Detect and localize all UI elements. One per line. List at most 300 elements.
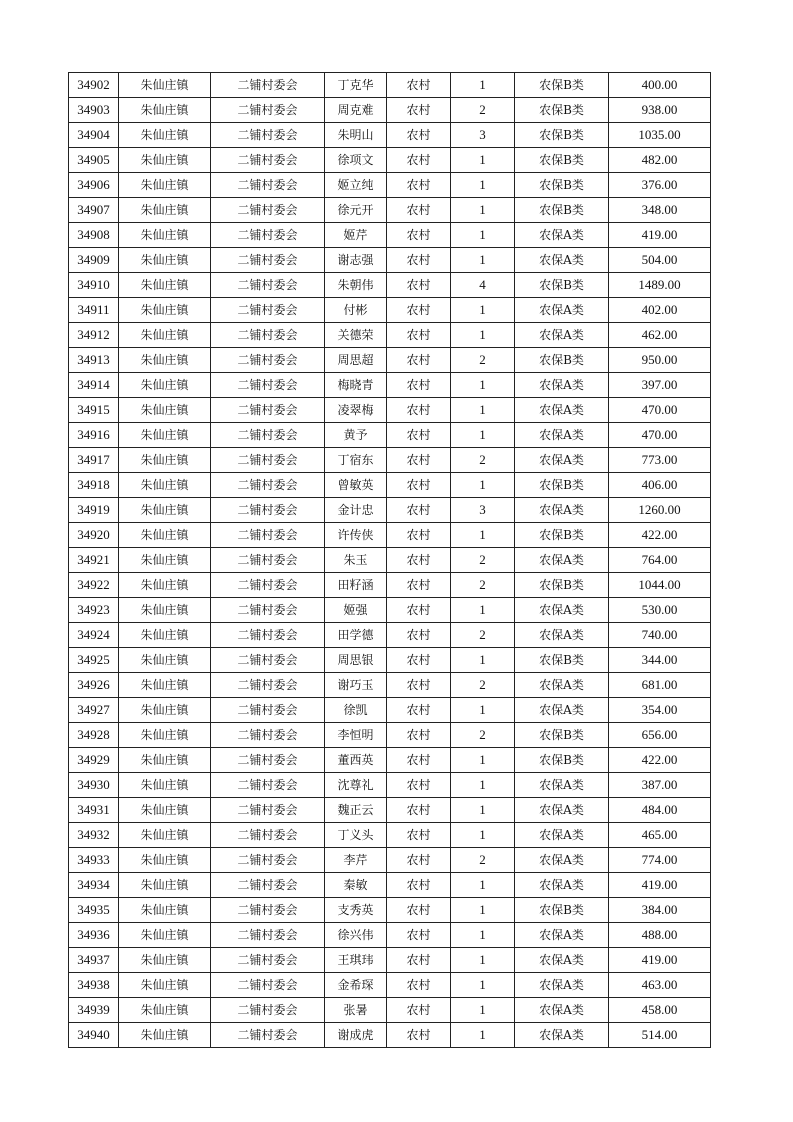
cell-record-id: 34911 [69,298,119,323]
cell-amount: 419.00 [609,948,711,973]
cell-village: 二铺村委会 [211,298,325,323]
table-row [69,898,711,923]
cell-record-id: 34932 [69,823,119,848]
document-sheet [68,72,710,1048]
cell-insurance-type: 农保A类 [515,948,609,973]
table-row [69,448,711,473]
cell-record-id: 34913 [69,348,119,373]
cell-insurance-type: 农保A类 [515,673,609,698]
cell-insurance-type: 农保A类 [515,423,609,448]
cell-area-type: 农村 [387,848,451,873]
table-row [69,698,711,723]
cell-village: 二铺村委会 [211,248,325,273]
table-row [69,648,711,673]
cell-village: 二铺村委会 [211,723,325,748]
cell-household-count: 1 [451,298,515,323]
cell-amount: 470.00 [609,398,711,423]
cell-village: 二铺村委会 [211,773,325,798]
cell-household-count: 3 [451,123,515,148]
cell-town: 朱仙庄镇 [119,248,211,273]
cell-town: 朱仙庄镇 [119,748,211,773]
cell-area-type: 农村 [387,448,451,473]
cell-record-id: 34907 [69,198,119,223]
cell-record-id: 34933 [69,848,119,873]
cell-record-id: 34914 [69,373,119,398]
cell-household-count: 2 [451,673,515,698]
cell-insurance-type: 农保A类 [515,823,609,848]
table-row [69,423,711,448]
cell-amount: 514.00 [609,1023,711,1048]
table-row [69,923,711,948]
cell-name: 沈尊礼 [325,773,387,798]
cell-area-type: 农村 [387,173,451,198]
cell-record-id: 34922 [69,573,119,598]
cell-name: 丁宿东 [325,448,387,473]
cell-name: 姬强 [325,598,387,623]
cell-town: 朱仙庄镇 [119,273,211,298]
cell-village: 二铺村委会 [211,873,325,898]
cell-household-count: 1 [451,373,515,398]
cell-household-count: 2 [451,548,515,573]
cell-town: 朱仙庄镇 [119,848,211,873]
table-row [69,773,711,798]
cell-record-id: 34908 [69,223,119,248]
cell-insurance-type: 农保B类 [515,123,609,148]
cell-name: 丁克华 [325,73,387,98]
cell-name: 朱朝伟 [325,273,387,298]
cell-village: 二铺村委会 [211,973,325,998]
cell-record-id: 34912 [69,323,119,348]
cell-area-type: 农村 [387,723,451,748]
table-row [69,173,711,198]
cell-area-type: 农村 [387,148,451,173]
cell-town: 朱仙庄镇 [119,548,211,573]
cell-village: 二铺村委会 [211,998,325,1023]
cell-village: 二铺村委会 [211,73,325,98]
table-body [69,73,711,1048]
table-row [69,998,711,1023]
cell-village: 二铺村委会 [211,623,325,648]
table-row [69,548,711,573]
cell-record-id: 34909 [69,248,119,273]
cell-household-count: 1 [451,648,515,673]
cell-household-count: 1 [451,173,515,198]
cell-insurance-type: 农保B类 [515,523,609,548]
cell-town: 朱仙庄镇 [119,723,211,748]
table-row [69,523,711,548]
table-row [69,348,711,373]
cell-name: 田籽涵 [325,573,387,598]
table-row [69,723,711,748]
cell-village: 二铺村委会 [211,673,325,698]
cell-amount: 406.00 [609,473,711,498]
cell-name: 秦敏 [325,873,387,898]
cell-town: 朱仙庄镇 [119,223,211,248]
cell-amount: 465.00 [609,823,711,848]
table-row [69,498,711,523]
cell-town: 朱仙庄镇 [119,473,211,498]
cell-amount: 384.00 [609,898,711,923]
cell-area-type: 农村 [387,948,451,973]
cell-area-type: 农村 [387,873,451,898]
cell-name: 黄予 [325,423,387,448]
cell-record-id: 34921 [69,548,119,573]
cell-amount: 482.00 [609,148,711,173]
cell-name: 谢巧玉 [325,673,387,698]
cell-household-count: 1 [451,773,515,798]
cell-record-id: 34925 [69,648,119,673]
cell-amount: 1035.00 [609,123,711,148]
cell-village: 二铺村委会 [211,898,325,923]
cell-amount: 402.00 [609,298,711,323]
cell-area-type: 农村 [387,423,451,448]
cell-name: 付彬 [325,298,387,323]
cell-town: 朱仙庄镇 [119,123,211,148]
cell-town: 朱仙庄镇 [119,623,211,648]
table-row [69,1023,711,1048]
cell-insurance-type: 农保A类 [515,548,609,573]
cell-area-type: 农村 [387,923,451,948]
cell-amount: 504.00 [609,248,711,273]
cell-insurance-type: 农保B类 [515,348,609,373]
cell-insurance-type: 农保B类 [515,573,609,598]
cell-area-type: 农村 [387,998,451,1023]
cell-record-id: 34936 [69,923,119,948]
cell-area-type: 农村 [387,548,451,573]
cell-name: 周思超 [325,348,387,373]
cell-village: 二铺村委会 [211,123,325,148]
cell-amount: 354.00 [609,698,711,723]
cell-amount: 458.00 [609,998,711,1023]
cell-amount: 1260.00 [609,498,711,523]
cell-town: 朱仙庄镇 [119,523,211,548]
cell-name: 关德荣 [325,323,387,348]
cell-name: 姬立纯 [325,173,387,198]
cell-record-id: 34935 [69,898,119,923]
table-row [69,948,711,973]
cell-village: 二铺村委会 [211,98,325,123]
cell-record-id: 34937 [69,948,119,973]
cell-area-type: 农村 [387,773,451,798]
cell-area-type: 农村 [387,98,451,123]
table-row [69,973,711,998]
cell-town: 朱仙庄镇 [119,873,211,898]
table-row [69,198,711,223]
cell-household-count: 1 [451,748,515,773]
cell-household-count: 2 [451,348,515,373]
cell-village: 二铺村委会 [211,523,325,548]
cell-amount: 488.00 [609,923,711,948]
cell-household-count: 1 [451,223,515,248]
table-row [69,73,711,98]
cell-village: 二铺村委会 [211,698,325,723]
cell-town: 朱仙庄镇 [119,673,211,698]
cell-household-count: 2 [451,573,515,598]
cell-amount: 773.00 [609,448,711,473]
cell-household-count: 1 [451,948,515,973]
cell-insurance-type: 农保A类 [515,623,609,648]
cell-area-type: 农村 [387,1023,451,1048]
cell-town: 朱仙庄镇 [119,798,211,823]
table-row [69,298,711,323]
cell-name: 张暑 [325,998,387,1023]
cell-record-id: 34917 [69,448,119,473]
cell-town: 朱仙庄镇 [119,973,211,998]
cell-area-type: 农村 [387,598,451,623]
table-row [69,598,711,623]
cell-household-count: 1 [451,198,515,223]
cell-area-type: 农村 [387,573,451,598]
cell-record-id: 34916 [69,423,119,448]
cell-area-type: 农村 [387,373,451,398]
table-row [69,573,711,598]
table-row [69,123,711,148]
cell-town: 朱仙庄镇 [119,648,211,673]
cell-name: 支秀英 [325,898,387,923]
cell-household-count: 1 [451,148,515,173]
cell-insurance-type: 农保A类 [515,498,609,523]
cell-village: 二铺村委会 [211,273,325,298]
cell-record-id: 34906 [69,173,119,198]
cell-area-type: 农村 [387,473,451,498]
cell-name: 李芹 [325,848,387,873]
cell-amount: 950.00 [609,348,711,373]
cell-household-count: 2 [451,623,515,648]
cell-amount: 530.00 [609,598,711,623]
cell-name: 徐凯 [325,698,387,723]
cell-area-type: 农村 [387,348,451,373]
cell-area-type: 农村 [387,698,451,723]
cell-amount: 422.00 [609,748,711,773]
cell-area-type: 农村 [387,273,451,298]
cell-name: 周思银 [325,648,387,673]
cell-area-type: 农村 [387,823,451,848]
cell-village: 二铺村委会 [211,423,325,448]
data-table [68,72,711,1048]
table-row [69,873,711,898]
cell-village: 二铺村委会 [211,1023,325,1048]
cell-household-count: 1 [451,248,515,273]
table-row [69,98,711,123]
table-row [69,398,711,423]
cell-town: 朱仙庄镇 [119,73,211,98]
cell-amount: 681.00 [609,673,711,698]
table-row [69,473,711,498]
cell-village: 二铺村委会 [211,573,325,598]
cell-insurance-type: 农保A类 [515,373,609,398]
cell-amount: 400.00 [609,73,711,98]
cell-record-id: 34928 [69,723,119,748]
cell-town: 朱仙庄镇 [119,923,211,948]
cell-town: 朱仙庄镇 [119,498,211,523]
cell-insurance-type: 农保B类 [515,723,609,748]
cell-insurance-type: 农保B类 [515,748,609,773]
cell-insurance-type: 农保A类 [515,1023,609,1048]
cell-town: 朱仙庄镇 [119,298,211,323]
cell-area-type: 农村 [387,648,451,673]
cell-record-id: 34931 [69,798,119,823]
cell-insurance-type: 农保B类 [515,198,609,223]
cell-household-count: 1 [451,973,515,998]
table-row [69,623,711,648]
cell-insurance-type: 农保A类 [515,248,609,273]
cell-amount: 348.00 [609,198,711,223]
cell-name: 朱明山 [325,123,387,148]
cell-insurance-type: 农保A类 [515,773,609,798]
cell-insurance-type: 农保A类 [515,323,609,348]
cell-insurance-type: 农保B类 [515,473,609,498]
cell-village: 二铺村委会 [211,848,325,873]
cell-insurance-type: 农保B类 [515,98,609,123]
cell-name: 朱玉 [325,548,387,573]
cell-record-id: 34919 [69,498,119,523]
cell-area-type: 农村 [387,248,451,273]
cell-amount: 774.00 [609,848,711,873]
cell-town: 朱仙庄镇 [119,773,211,798]
cell-household-count: 1 [451,323,515,348]
cell-town: 朱仙庄镇 [119,198,211,223]
cell-household-count: 2 [451,98,515,123]
cell-village: 二铺村委会 [211,473,325,498]
table-row [69,823,711,848]
cell-record-id: 34920 [69,523,119,548]
cell-area-type: 农村 [387,673,451,698]
cell-town: 朱仙庄镇 [119,373,211,398]
table-row [69,148,711,173]
cell-insurance-type: 农保A类 [515,973,609,998]
cell-amount: 344.00 [609,648,711,673]
cell-village: 二铺村委会 [211,598,325,623]
table-row [69,748,711,773]
cell-record-id: 34938 [69,973,119,998]
cell-insurance-type: 农保B类 [515,898,609,923]
cell-household-count: 1 [451,998,515,1023]
cell-name: 梅晓青 [325,373,387,398]
cell-name: 徐兴伟 [325,923,387,948]
cell-amount: 422.00 [609,523,711,548]
cell-town: 朱仙庄镇 [119,573,211,598]
cell-insurance-type: 农保A类 [515,448,609,473]
cell-village: 二铺村委会 [211,173,325,198]
cell-name: 姬芹 [325,223,387,248]
table-row [69,223,711,248]
cell-town: 朱仙庄镇 [119,423,211,448]
table-row [69,248,711,273]
cell-amount: 419.00 [609,873,711,898]
cell-household-count: 1 [451,698,515,723]
cell-village: 二铺村委会 [211,498,325,523]
cell-village: 二铺村委会 [211,923,325,948]
cell-insurance-type: 农保A类 [515,298,609,323]
cell-village: 二铺村委会 [211,348,325,373]
cell-household-count: 1 [451,473,515,498]
cell-name: 徐项文 [325,148,387,173]
cell-village: 二铺村委会 [211,748,325,773]
cell-town: 朱仙庄镇 [119,1023,211,1048]
cell-insurance-type: 农保B类 [515,273,609,298]
cell-record-id: 34927 [69,698,119,723]
cell-amount: 1044.00 [609,573,711,598]
cell-insurance-type: 农保A类 [515,998,609,1023]
cell-name: 谢志强 [325,248,387,273]
table-row [69,673,711,698]
cell-insurance-type: 农保A类 [515,848,609,873]
cell-village: 二铺村委会 [211,648,325,673]
cell-town: 朱仙庄镇 [119,98,211,123]
cell-household-count: 2 [451,448,515,473]
cell-area-type: 农村 [387,73,451,98]
cell-town: 朱仙庄镇 [119,598,211,623]
cell-household-count: 2 [451,723,515,748]
cell-amount: 376.00 [609,173,711,198]
cell-insurance-type: 农保B类 [515,648,609,673]
cell-household-count: 1 [451,523,515,548]
cell-village: 二铺村委会 [211,823,325,848]
cell-insurance-type: 农保B类 [515,173,609,198]
cell-household-count: 1 [451,798,515,823]
cell-record-id: 34902 [69,73,119,98]
cell-record-id: 34929 [69,748,119,773]
cell-household-count: 1 [451,923,515,948]
cell-town: 朱仙庄镇 [119,398,211,423]
cell-name: 周克难 [325,98,387,123]
cell-area-type: 农村 [387,798,451,823]
cell-name: 金计忠 [325,498,387,523]
cell-area-type: 农村 [387,498,451,523]
table-row [69,848,711,873]
cell-household-count: 3 [451,498,515,523]
table-row [69,798,711,823]
cell-household-count: 4 [451,273,515,298]
cell-household-count: 2 [451,848,515,873]
cell-village: 二铺村委会 [211,548,325,573]
table-row [69,273,711,298]
cell-record-id: 34926 [69,673,119,698]
cell-village: 二铺村委会 [211,448,325,473]
cell-record-id: 34934 [69,873,119,898]
cell-area-type: 农村 [387,623,451,648]
cell-village: 二铺村委会 [211,798,325,823]
cell-name: 田学德 [325,623,387,648]
cell-record-id: 34940 [69,1023,119,1048]
cell-area-type: 农村 [387,748,451,773]
cell-town: 朱仙庄镇 [119,948,211,973]
cell-amount: 484.00 [609,798,711,823]
cell-record-id: 34910 [69,273,119,298]
cell-insurance-type: 农保A类 [515,698,609,723]
cell-household-count: 1 [451,898,515,923]
cell-village: 二铺村委会 [211,148,325,173]
cell-area-type: 农村 [387,323,451,348]
cell-amount: 1489.00 [609,273,711,298]
cell-town: 朱仙庄镇 [119,323,211,348]
cell-name: 董西英 [325,748,387,773]
cell-household-count: 1 [451,398,515,423]
cell-household-count: 1 [451,873,515,898]
cell-area-type: 农村 [387,973,451,998]
cell-village: 二铺村委会 [211,223,325,248]
cell-area-type: 农村 [387,298,451,323]
cell-area-type: 农村 [387,223,451,248]
cell-insurance-type: 农保A类 [515,798,609,823]
cell-amount: 740.00 [609,623,711,648]
cell-record-id: 34903 [69,98,119,123]
cell-name: 丁义头 [325,823,387,848]
cell-amount: 938.00 [609,98,711,123]
cell-town: 朱仙庄镇 [119,448,211,473]
cell-name: 李恒明 [325,723,387,748]
cell-record-id: 34924 [69,623,119,648]
